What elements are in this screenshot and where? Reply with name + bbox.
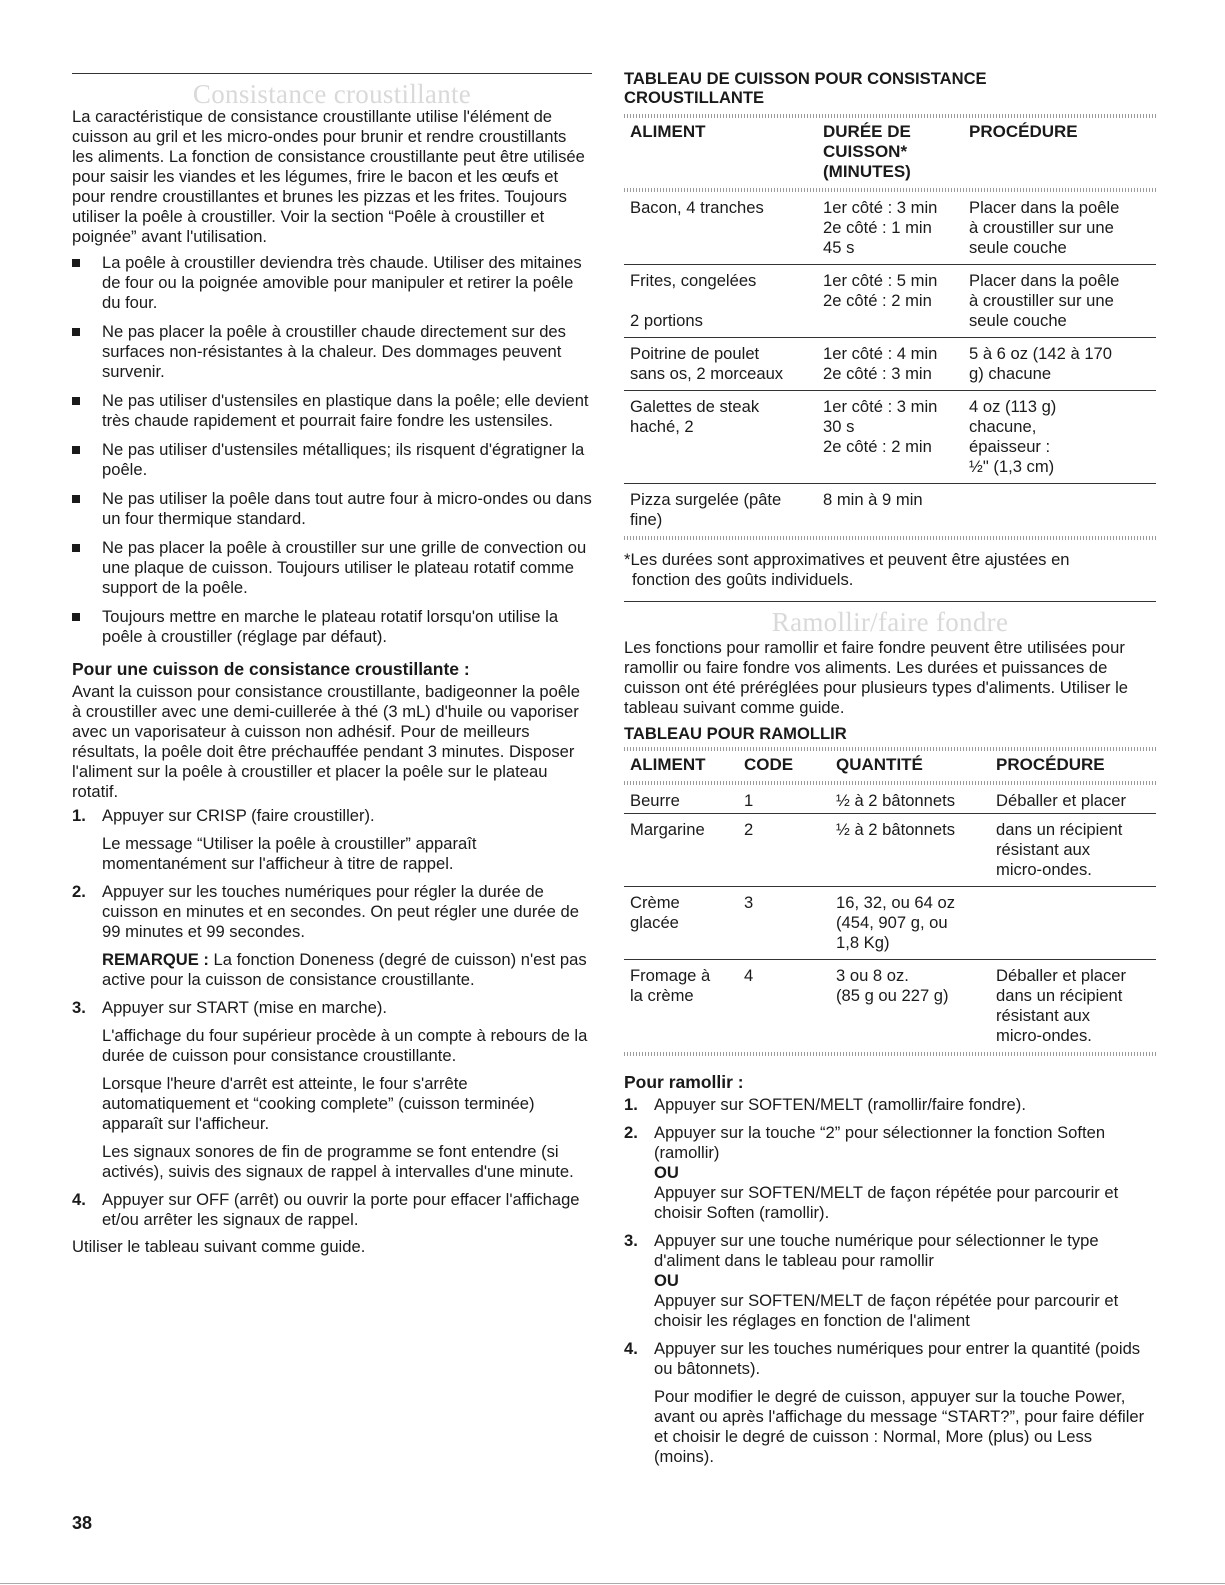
bullet-icon <box>72 446 80 454</box>
table-cell: Placer dans la poêle à croustiller sur une seule couche <box>969 271 1120 330</box>
table-row <box>624 814 1156 887</box>
list-item: Ne pas placer la poêle à croustiller sur une grille de convection ou une plaque de cuisson. Toujours utiliser le plateau rotatif comme support de la poêle. <box>72 538 592 598</box>
table-cell: Crème glacée <box>630 893 680 932</box>
remark-label: REMARQUE : <box>102 950 209 969</box>
table-cell: 1 <box>744 791 754 810</box>
table-cell: Pizza surgelée (pâte fine) <box>630 490 782 529</box>
bullet-icon <box>72 259 80 267</box>
step-item: 4. Appuyer sur OFF (arrêt) ou ouvrir la porte pour effacer l'affichage et/ou arrêter les signaux de rappel. <box>72 1190 580 1229</box>
table-cell: 2 <box>744 820 754 839</box>
header-duree: DURÉE DE CUISSON* (MINUTES) <box>823 122 911 181</box>
step-item: 1. Appuyer sur SOFTEN/MELT (ramollir/faire fondre). <box>624 1095 1026 1114</box>
table-cell: dans un récipient résistant aux micro-ondes. <box>996 820 1123 879</box>
bottom-rule <box>0 1583 1225 1584</box>
table-cell: Placer dans la poêle à croustiller sur une seule couche <box>969 198 1120 257</box>
page-number: 38 <box>72 1513 93 1533</box>
crisp-paragraph: Avant la cuisson pour consistance croustillante, badigeonner la poêle à croustiller avec une demi-cuillerée à thé (3 mL) d'huile ou vaporiser avec un vaporisateur à cuisson non adhésif. Pour de meilleurs résultats, la poêle doit être préchauffée pendant 3 minutes. Disposer l'aliment sur la poêle à croustiller et placer la poêle sur le plateau rotatif. <box>72 682 580 801</box>
soften-table-header: ALIMENT CODE QUANTITÉ PROCÉDURE <box>630 755 1105 774</box>
crisp-table-title: TABLEAU DE CUISSON POUR CONSISTANCE CROUSTILLANTE <box>624 69 987 107</box>
table-row <box>624 960 1156 1052</box>
crisp-steps <box>72 806 592 1230</box>
crisp-subheading: Pour une cuisson de consistance croustillante : <box>72 659 470 679</box>
table-cell: Déballer et placer <box>996 791 1127 810</box>
soften-steps <box>624 1095 1156 1467</box>
section-title-soften: Ramollir/faire fondre <box>771 607 1009 637</box>
table-cell: 1er côté : 4 min 2e côté : 3 min <box>823 344 938 383</box>
section-divider <box>624 601 1156 602</box>
table-cell: ½ à 2 bâtonnets <box>836 820 956 839</box>
table-cell <box>969 490 1139 530</box>
section-title-crisp: Consistance croustillante <box>192 79 472 109</box>
table-row <box>624 192 1156 265</box>
table-row <box>624 887 1156 960</box>
list-item: Ne pas utiliser d'ustensiles métalliques; ils risquent d'égratigner la poêle. <box>72 440 592 480</box>
table-cell: 4 oz (113 g) chacune, épaisseur : ½" (1,3 cm) <box>969 397 1057 476</box>
table-cell: 5 à 6 oz (142 à 170 g) chacune <box>969 344 1112 383</box>
bullet-icon <box>72 397 80 405</box>
soften-intro: Les fonctions pour ramollir et faire fondre peuvent être utilisées pour ramollir ou faire fondre vos aliments. Les durées et puissances de cuisson ont été préréglées pour plusieurs types d'aliments. Utiliser le tableau suivant comme guide. <box>624 638 1128 717</box>
table-bottom-border <box>624 1052 1156 1056</box>
table-cell: 16, 32, ou 64 oz (454, 907 g, ou 1,8 Kg) <box>836 893 956 952</box>
table-cell: 1er côté : 5 min 2e côté : 2 min <box>823 271 938 310</box>
list-item: La poêle à croustiller deviendra très chaude. Utiliser des mitaines de four ou la poignée amovible pour manipuler et retirer la poêle du four. <box>72 253 592 313</box>
crisp-closing: Utiliser le tableau suivant comme guide. <box>72 1237 366 1256</box>
step-item: 3. Appuyer sur une touche numérique pour sélectionner le type d'aliment dans le tableau pour ramollir OU Appuyer sur SOFTEN/MELT de façon répétée pour parcourir et choisir les réglages en fonction de l'aliment <box>624 1231 1119 1330</box>
bullet-icon <box>72 328 80 336</box>
table-row <box>624 484 1156 536</box>
table-cell: Bacon, 4 tranches <box>630 198 764 217</box>
table-cell: 1er côté : 3 min 30 s 2e côté : 2 min <box>823 397 938 456</box>
table-cell: 3 ou 8 oz. (85 g ou 227 g) <box>836 966 949 1005</box>
step-item: 2. Appuyer sur les touches numériques pour régler la durée de cuisson en minutes et en secondes. On peut régler une durée de 99 minutes et 99 secondes. REMARQUE : La fonction Doneness (degré de cuisson) n'est pas active pour la cuisson de consistance croustillante. <box>72 882 587 989</box>
table-row <box>624 785 1156 814</box>
table-cell: 3 <box>744 893 754 912</box>
crisp-intro: La caractéristique de consistance croustillante utilise l'élément de cuisson au gril et les micro-ondes pour brunir et rendre croustillants les aliments. La fonction de consistance croustillante peut être utilisée pour saisir les viandes et les légumes, frire le bacon et les œufs et pour rendre croustillantes et brunes les pizzas et les frites. Toujours utiliser la poêle à croustiller. Voir la section “Poêle à croustiller et poignée” avant l'utilisation. <box>72 107 585 246</box>
table-cell: ½ à 2 bâtonnets <box>836 791 956 810</box>
soften-table-title: TABLEAU POUR RAMOLLIR <box>624 724 847 743</box>
crisp-table-footnote: *Les durées sont approximatives et peuvent être ajustées en fonction des goûts individuels. <box>624 550 1070 589</box>
step-item: 1. Appuyer sur CRISP (faire croustiller). Le message “Utiliser la poêle à croustiller” apparaît momentanément sur l'afficheur à titre de rappel. <box>72 806 477 873</box>
left-column <box>72 79 592 1257</box>
table-cell: 1er côté : 3 min 2e côté : 1 min 45 s <box>823 198 938 257</box>
table-cell: Beurre <box>630 791 680 810</box>
bullet-icon <box>72 495 80 503</box>
list-item: Ne pas placer la poêle à croustiller chaude directement sur des surfaces non-résistantes à la chaleur. Des dommages peuvent survenir. <box>72 322 592 382</box>
table-cell: Déballer et placer dans un récipient résistant aux micro-ondes. <box>996 966 1127 1045</box>
step-item: 3. Appuyer sur START (mise en marche). L'affichage du four supérieur procède à un compte à rebours de la durée de cuisson pour consistance croustillante. Lorsque l'heure d'arrêt est atteinte, le four s'arrête automatiquement et “cooking complete” (cuisson terminée) apparaît sur l'afficheur. Les signaux sonores de fin de programme se font entendre (si activés), suivis des signaux de rappel à intervalles d'une minute. <box>72 998 588 1181</box>
table-cell: Fromage à la crème <box>630 966 711 1005</box>
table-cell: Frites, congelées 2 portions <box>630 271 757 330</box>
list-item: Ne pas utiliser d'ustensiles en plastique dans la poêle; elle devient très chaude rapidement et pourrait faire fondre les ustensiles. <box>72 391 592 431</box>
table-row <box>624 338 1156 391</box>
soften-subheading: Pour ramollir : <box>624 1072 744 1092</box>
crisp-bullet-list <box>72 253 592 647</box>
table-cell <box>996 893 1136 953</box>
bullet-icon <box>72 544 80 552</box>
table-cell: 8 min à 9 min <box>823 490 923 509</box>
table-row <box>624 391 1156 484</box>
table-cell: Margarine <box>630 820 705 839</box>
right-column <box>624 69 1156 1475</box>
table-cell: Poitrine de poulet sans os, 2 morceaux <box>630 344 784 383</box>
table-row <box>624 265 1156 338</box>
table-cell: 4 <box>744 966 754 985</box>
list-item: Toujours mettre en marche le plateau rotatif lorsqu'on utilise la poêle à croustiller (réglage par défaut). <box>72 607 592 647</box>
table-cell: Galettes de steak haché, 2 <box>630 397 760 436</box>
soften-table-body <box>624 785 1156 1052</box>
crisp-table-header: ALIMENT DURÉE DE CUISSON* (MINUTES) PROCÉDURE <box>630 122 1078 181</box>
step-item: 4. Appuyer sur les touches numériques pour entrer la quantité (poids ou bâtonnets). Pour modifier le degré de cuisson, appuyer sur la touche Power, avant ou après l'affichage du message “START?”, pour faire défiler et choisir le degré de cuisson : Normal, More (plus) ou Less (moins). <box>624 1339 1145 1466</box>
bullet-icon <box>72 613 80 621</box>
list-item: Ne pas utiliser la poêle dans tout autre four à micro-ondes ou dans un four thermique standard. <box>72 489 592 529</box>
crisp-table-body <box>624 192 1156 536</box>
top-rule <box>72 73 592 74</box>
step-item: 2. Appuyer sur la touche “2” pour sélectionner la fonction Soften (ramollir) OU Appuyer sur SOFTEN/MELT de façon répétée pour parcourir et choisir Soften (ramollir). <box>624 1123 1119 1222</box>
